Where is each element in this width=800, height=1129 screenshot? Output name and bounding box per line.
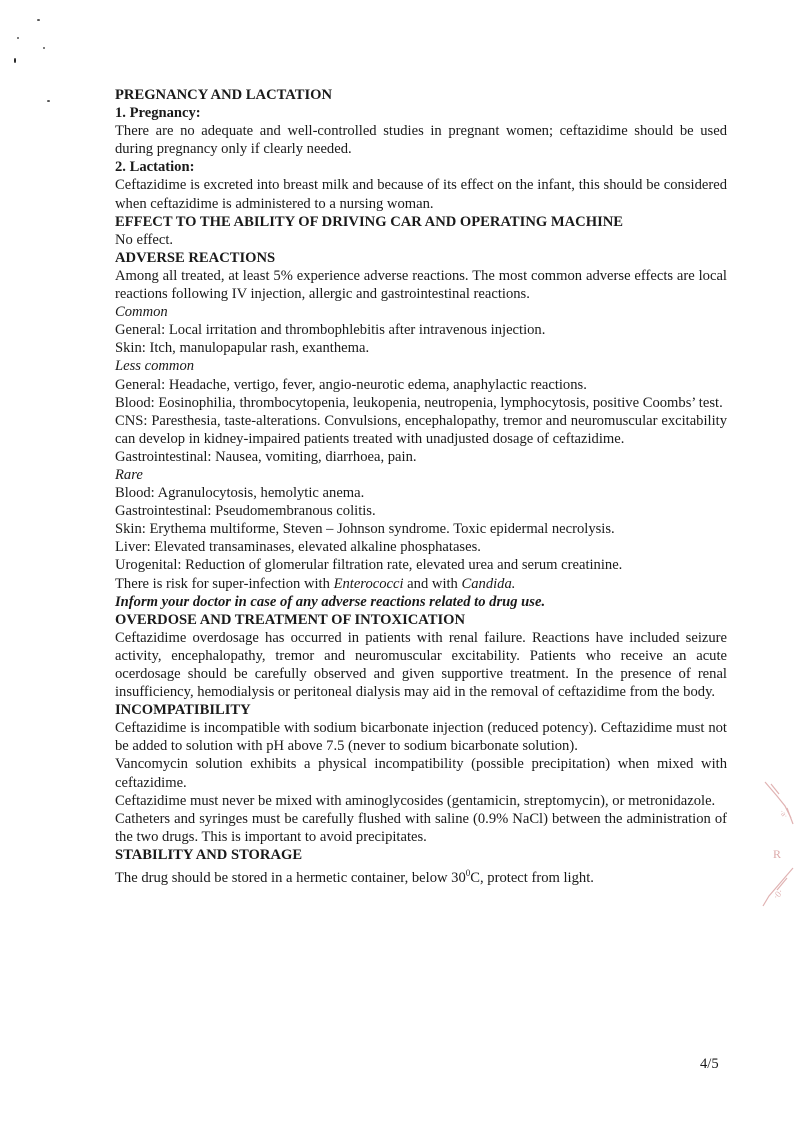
label-less-common: Less common [115, 358, 195, 375]
rare-urogenital: Urogenital: Reduction of glomerular filtration rate, elevated urea and serum creatinine. [115, 557, 623, 574]
heading-driving: EFFECT TO THE ABILITY OF DRIVING CAR AND OPERATING MACHINE [115, 213, 624, 230]
heading-adverse-reactions: ADVERSE REACTIONS [115, 249, 276, 266]
pregnancy-text: There are no adequate and well-controlled studies in pregnant women; ceftazidime should be used during pregnancy only if clearly needed. [115, 123, 727, 158]
less-blood: Blood: Eosinophilia, thrombocytopenia, leukopenia, neutropenia, lymphocytosis, positive Coombs’ test. [115, 394, 723, 411]
superinfection-mid: and with [403, 575, 462, 592]
storage-text-pre: The drug should be stored in a hermetic container, below 30 [115, 869, 466, 886]
scan-speck [17, 37, 19, 39]
rare-blood: Blood: Agranulocytosis, hemolytic anema. [115, 485, 365, 502]
lactation-text: Ceftazidime is excreted into breast milk and because of its effect on the infant, this should be considered when ceftazidime is administered to a nursing woman. [115, 177, 727, 212]
less-gastrointestinal: Gastrointestinal: Nausea, vomiting, diarrhoea, pain. [115, 448, 417, 465]
inform-doctor-notice: Inform your doctor in case of any adverse reactions related to drug use. [115, 593, 546, 610]
superinfection-pre: There is risk for super-infection with [115, 575, 334, 592]
label-rare: Rare [115, 466, 143, 483]
incompatibility-p3: Ceftazidime must never be mixed with aminoglycosides (gentamicin, streptomycin), or metronidazole. [115, 792, 716, 809]
svg-text:·a·: ·a· [777, 807, 791, 821]
scan-speck [37, 19, 40, 21]
less-general: General: Headache, vertigo, fever, angio-neurotic edema, anaphylactic reactions. [115, 376, 587, 393]
label-common: Common [115, 304, 168, 321]
organism-candida: Candida. [461, 575, 516, 592]
stamp-fragment [757, 778, 797, 918]
svg-text:·0·: ·0· [770, 886, 786, 902]
subheading-lactation: 2. Lactation: [115, 159, 195, 176]
overdose-text: Ceftazidime overdosage has occurred in patients with renal failure. Reactions have included seizure activity, encephalopathy, tremor and neuromuscular excitability. Patients who receive an acute ocerdosage should be carefully observed and given supportive treatment. In the presence of renal insufficiency, hemodialysis or peritoneal dialysis may aid in the removal of ceftazidime from the body. [115, 629, 727, 701]
storage-text-post: C, protect from light. [470, 869, 594, 886]
degree-superscript: 0 [465, 868, 471, 879]
heading-stability-storage: STABILITY AND STORAGE [115, 846, 303, 863]
less-cns: CNS: Paresthesia, taste-alterations. Convulsions, encephalopathy, tremor and neuromuscular excitability can develop in kidney-impaired patients treated with unadjusted dosage of ceftazidime. [115, 412, 727, 447]
driving-text: No effect. [115, 231, 174, 248]
page-number: 4/5 [700, 1056, 719, 1072]
common-skin: Skin: Itch, manulopapular rash, exanthema. [115, 340, 370, 357]
storage-text [115, 864, 727, 887]
document-body [115, 86, 727, 887]
scan-speck [43, 47, 45, 49]
rare-gastrointestinal: Gastrointestinal: Pseudomembranous colitis. [115, 503, 376, 520]
superinfection-text [115, 575, 727, 593]
incompatibility-p2: Vancomycin solution exhibits a physical incompatibility (possible precipitation) when mixed with ceftazidime. [115, 756, 727, 791]
heading-pregnancy-lactation: PREGNANCY AND LACTATION [115, 87, 333, 103]
svg-text:R: R [773, 847, 782, 861]
rare-liver: Liver: Elevated transaminases, elevated alkaline phosphatases. [115, 539, 481, 556]
common-general: General: Local irritation and thrombophlebitis after intravenous injection. [115, 322, 546, 339]
incompatibility-p1: Ceftazidime is incompatible with sodium bicarbonate injection (reduced potency). Ceftazidime must not be added to solution with pH above 7.5 (never to sodium bicarbonate solution). [115, 720, 727, 755]
heading-overdose: OVERDOSE AND TREATMENT OF INTOXICATION [115, 611, 466, 628]
scan-speck [47, 100, 50, 102]
heading-incompatibility: INCOMPATIBILITY [115, 702, 251, 719]
adverse-intro: Among all treated, at least 5% experience adverse reactions. The most common adverse effects are local reactions following IV injection, allergic and gastrointestinal reactions. [115, 267, 727, 303]
scan-speck [14, 58, 16, 63]
subheading-pregnancy: 1. Pregnancy: [115, 105, 201, 122]
incompatibility-p4: Catheters and syringes must be carefully flushed with saline (0.9% NaCl) between the administration of the two drugs. This is important to avoid precipitates. [115, 810, 727, 845]
rare-skin: Skin: Erythema multiforme, Steven – Johnson syndrome. Toxic epidermal necrolysis. [115, 521, 615, 538]
organism-enterococci: Enterococci [333, 575, 404, 592]
